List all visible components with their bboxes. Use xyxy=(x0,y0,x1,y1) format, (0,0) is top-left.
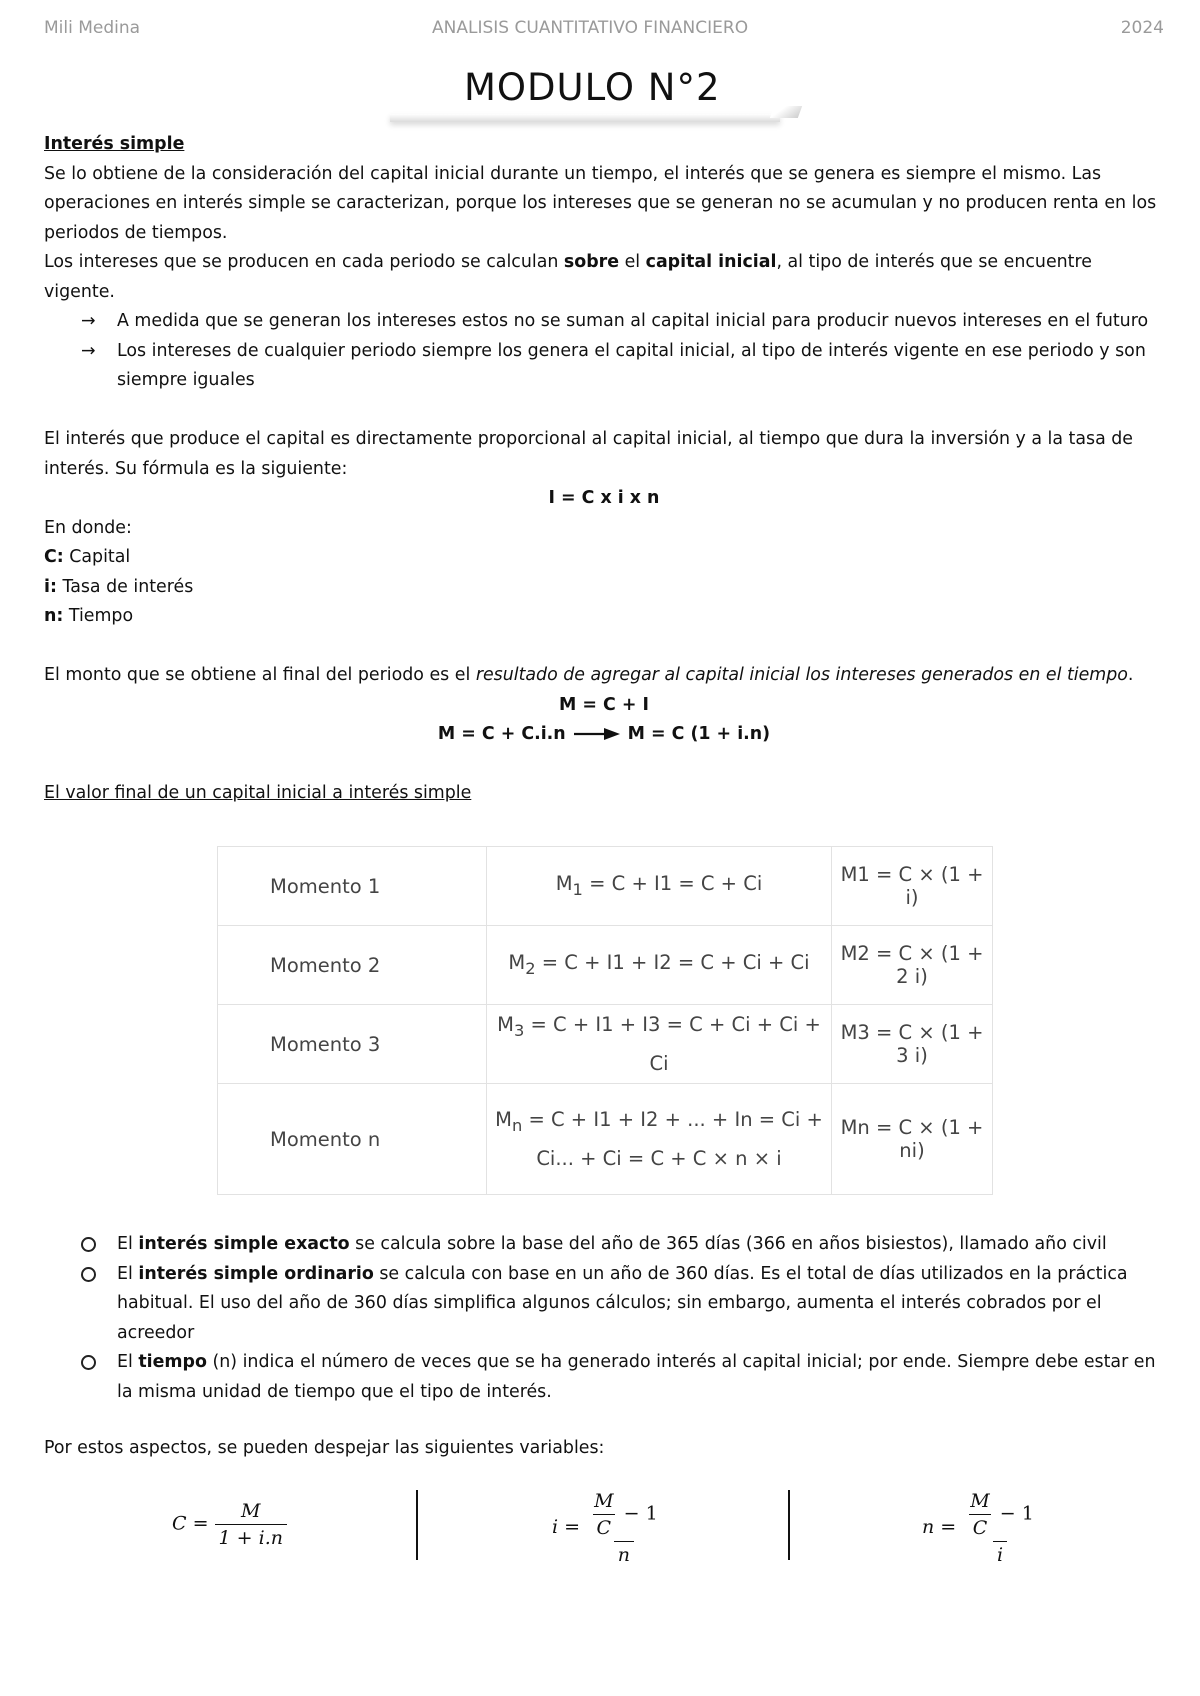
inner-numerator: M xyxy=(594,1490,614,1512)
formula-monto-expanded xyxy=(44,720,1164,750)
var-tiempo xyxy=(44,602,1164,632)
vertical-divider xyxy=(788,1490,790,1560)
text-span: . xyxy=(1127,665,1134,685)
despejar-paragraph: Por estos aspectos, se pueden despejar las siguientes variables: xyxy=(44,1438,605,1458)
equations-row xyxy=(0,1490,1200,1570)
notes-list xyxy=(44,1230,1164,1407)
var-desc: Tasa de interés xyxy=(56,576,194,597)
table-row xyxy=(218,1084,993,1195)
m-sub: 3 xyxy=(513,1020,525,1040)
var-key: n: xyxy=(44,606,64,626)
row-result: M2 = C × (1 + 2 i) xyxy=(832,926,993,1005)
var-tasa xyxy=(44,573,1164,603)
inner-denominator: C xyxy=(969,1514,992,1539)
bold-capital-inicial: capital inicial xyxy=(645,252,777,272)
m-base: M xyxy=(508,950,526,974)
arrow-icon: → xyxy=(81,311,96,331)
fraction-numerator xyxy=(962,1490,1038,1541)
paragraph-monto xyxy=(44,661,1164,691)
text-span: , al tipo de interés que se encuentre vigente. xyxy=(44,252,1092,302)
circle-bullet-icon xyxy=(81,1355,96,1370)
bold-term: tiempo xyxy=(138,1352,207,1372)
text-span: se calcula sobre la base del año de 365 días (366 en años bisiestos), llamado año civil xyxy=(349,1234,1107,1254)
list-item xyxy=(44,337,1164,396)
minus-one: − 1 xyxy=(999,1502,1034,1525)
list-item xyxy=(44,1348,1164,1407)
row-formula xyxy=(487,1005,832,1084)
title-underline-shadow xyxy=(390,114,780,122)
table-row xyxy=(218,926,993,1005)
arrow-icon: → xyxy=(81,340,96,361)
circle-bullet-icon xyxy=(81,1267,96,1282)
fraction-denominator: 1 + i.n xyxy=(215,1524,287,1549)
row-formula xyxy=(487,1084,832,1195)
m-base: M xyxy=(497,1013,514,1037)
m-base: M xyxy=(555,871,573,895)
right-arrow-icon xyxy=(574,727,620,741)
text-span: (n) indica el número de veces que se ha generado interés al capital inicial; por ende. Siempre debe estar en la misma unidad de tiempo que el tipo de interés. xyxy=(117,1352,1156,1402)
page-header xyxy=(44,18,1164,40)
var-capital xyxy=(44,543,1164,573)
table-row xyxy=(218,847,993,926)
m-sub: n xyxy=(511,1115,523,1135)
vertical-divider xyxy=(416,1490,418,1560)
equation-tiempo xyxy=(922,1490,1038,1566)
header-course: ANALISIS CUANTITATIVO FINANCIERO xyxy=(432,18,749,38)
fraction-denominator: n xyxy=(614,1541,634,1566)
list-item-text: Los intereses de cualquier periodo siempre los genera el capital inicial, al tipo de interés vigente en ese periodo y son siempre iguales xyxy=(117,340,1146,390)
valor-final-heading: El valor final de un capital inicial a interés simple xyxy=(44,783,472,803)
minus-one: − 1 xyxy=(623,1502,658,1525)
eq-lhs: n = xyxy=(922,1516,957,1538)
table-row xyxy=(218,1005,993,1084)
list-item xyxy=(44,1260,1164,1349)
paragraph-definition: Se lo obtiene de la consideración del capital inicial durante un tiempo, el interés que se genera es siempre el mismo. Las operaciones en interés simple se caracterizan, porque los intereses que se generan no se acumulan y no producen renta en los periodos de tiempos. xyxy=(44,163,1157,243)
m-rest: = C + I1 + I2 = C + Ci + Ci xyxy=(535,950,810,974)
fraction xyxy=(962,1490,1038,1566)
italic-text: resultado de agregar al capital inicial los intereses generados en el tiempo xyxy=(475,665,1128,685)
text-span: El xyxy=(117,1263,139,1284)
title-block xyxy=(390,66,800,122)
var-key: C: xyxy=(44,547,64,567)
row-label: Momento 2 xyxy=(218,926,487,1005)
bold-sobre: sobre xyxy=(563,252,620,272)
fraction xyxy=(586,1490,662,1566)
text-span: El xyxy=(117,1234,139,1254)
row-label: Momento 1 xyxy=(218,847,487,926)
title-shadow-tail xyxy=(770,106,802,118)
fraction-denominator: i xyxy=(993,1541,1007,1566)
header-year: 2024 xyxy=(1120,18,1164,38)
text-span: se calcula con base en un año de 360 días. Es el total de días utilizados en la práctica habitual. El uso del año de 360 días simplifica algunos cálculos; sin embargo, aumenta el interés cobrados por el acreedor xyxy=(117,1263,1128,1343)
main-content xyxy=(44,130,1164,809)
inner-numerator: M xyxy=(970,1490,990,1512)
row-result: Mn = C × (1 + ni) xyxy=(832,1084,993,1195)
row-result: M3 = C × (1 + 3 i) xyxy=(832,1005,993,1084)
spacer xyxy=(44,750,1164,780)
m-base: M xyxy=(495,1108,512,1132)
list-item-text: A medida que se generan los intereses estos no se suman al capital inicial para producir nuevos intereses en el futuro xyxy=(117,311,1149,331)
eq-lhs: i = xyxy=(552,1516,581,1538)
inner-fraction xyxy=(966,1490,993,1539)
text-span: el xyxy=(619,252,646,272)
paragraph-capital-inicial xyxy=(44,248,1164,307)
formula-interes: I = C x i x n xyxy=(548,488,660,508)
eq-lhs: C = xyxy=(172,1512,209,1535)
equation-capital xyxy=(172,1500,287,1549)
var-desc: Capital xyxy=(63,547,131,567)
inner-denominator: C xyxy=(593,1514,616,1539)
bold-term: interés simple exacto xyxy=(138,1234,350,1254)
fraction xyxy=(215,1500,287,1549)
row-formula xyxy=(487,926,832,1005)
bold-term: interés simple ordinario xyxy=(138,1263,374,1284)
equation-tasa xyxy=(552,1490,662,1566)
formula-monto: M = C + I xyxy=(559,694,649,715)
inner-fraction xyxy=(590,1490,617,1539)
circle-bullet-icon xyxy=(81,1237,96,1252)
valor-final-table xyxy=(217,846,993,1195)
en-donde-label: En donde: xyxy=(44,517,132,538)
m-rest: = C + I1 = C + Ci xyxy=(582,871,763,895)
m-rest: = C + I1 + I2 + ... + In = Ci + xyxy=(522,1108,823,1132)
header-author: Mili Medina xyxy=(44,18,141,38)
row-label: Momento n xyxy=(218,1084,487,1195)
section-heading-interes-simple: Interés simple xyxy=(44,134,185,154)
row-formula xyxy=(487,847,832,926)
paragraph-proporcional: El interés que produce el capital es directamente proporcional al capital inicial, al tiempo que dura la inversión y a la tasa de interés. Su fórmula es la siguiente: xyxy=(44,429,1134,479)
row-result: M1 = C × (1 + i) xyxy=(832,847,993,926)
spacer xyxy=(44,396,1164,426)
list-item xyxy=(44,1230,1164,1260)
row-label: Momento 3 xyxy=(218,1005,487,1084)
formula-right: M = C (1 + i.n) xyxy=(627,724,771,744)
list-item xyxy=(44,307,1164,337)
text-span: El xyxy=(117,1352,139,1372)
spacer xyxy=(44,632,1164,662)
m-rest: = C + I1 + I3 = C + Ci + Ci + Ci xyxy=(524,1013,821,1075)
var-desc: Tiempo xyxy=(63,606,134,626)
page-title: MODULO N°2 xyxy=(464,66,721,109)
formula-left: M = C + C.i.n xyxy=(437,724,566,744)
m-sub: 2 xyxy=(525,958,536,978)
fraction-numerator: M xyxy=(241,1500,261,1522)
m-rest-line2: Ci... + Ci = C + C × n × i xyxy=(536,1146,782,1170)
arrow-list xyxy=(44,307,1164,396)
text-span: Los intereses que se producen en cada periodo se calculan xyxy=(44,252,564,272)
var-key: i: xyxy=(44,576,57,597)
text-span: El monto que se obtiene al final del periodo es el xyxy=(44,665,476,685)
fraction-numerator xyxy=(586,1490,662,1541)
m-sub: 1 xyxy=(572,879,583,899)
